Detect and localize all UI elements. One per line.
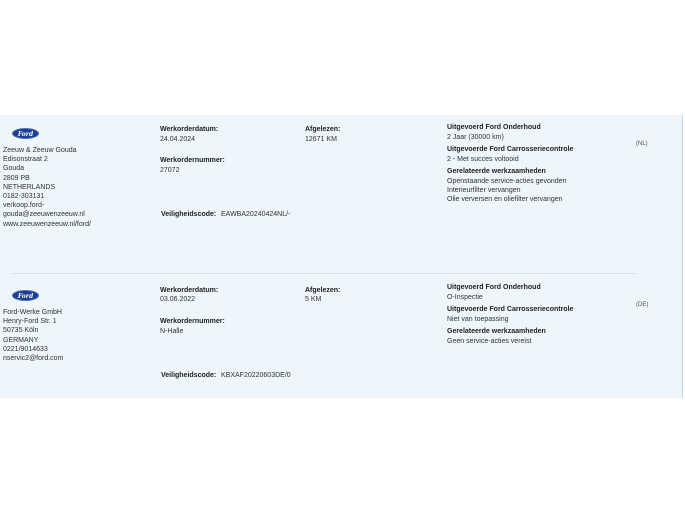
- security-code-label: Veiligheidscode:: [161, 372, 217, 379]
- order-number-label: Werkordernummer:: [160, 157, 225, 164]
- body-check-value: 2 - Met succes voltooid: [447, 156, 519, 163]
- order-date-label: Werkorderdatum:: [160, 126, 219, 133]
- dealer-name: Zeeuw & Zeeuw Gouda: [3, 147, 77, 154]
- dealer-country: GERMANY: [3, 336, 39, 344]
- body-check-section: [447, 305, 573, 324]
- service-record-2: [0, 274, 682, 398]
- order-number-value: 27072: [160, 167, 180, 174]
- maintenance-section: [447, 123, 541, 142]
- maintenance-label: Uitgevoerd Ford Onderhoud: [447, 124, 541, 131]
- dealer-email-part1: verkoop.ford-: [3, 202, 45, 210]
- related-work-item: Interieurfilter vervangen: [447, 187, 521, 195]
- related-work-section: [447, 327, 546, 346]
- mileage-value: 5 KM: [305, 296, 322, 303]
- dealer-website: www.zeeuwenzeeuw.nl/ford/: [3, 220, 91, 228]
- order-date-value: 24.04.2024: [160, 136, 196, 143]
- maintenance-value: O-Inspectie: [447, 294, 483, 301]
- country-code: (NL): [636, 141, 648, 147]
- related-work-item: Olie verversen en oliefilter vervangen: [447, 196, 563, 204]
- maintenance-value: 2 Jaar (30000 km): [447, 134, 504, 141]
- dealer-email-part2: gouda@zeeuwenzeeuw.nl: [3, 211, 85, 219]
- dealer-street: Henry-Ford Str. 1: [3, 318, 57, 326]
- ford-logo-icon: Ford: [12, 128, 39, 139]
- related-work-label: Gerelateerde werkzaamheden: [447, 328, 546, 335]
- related-work-item: Openstaande service-acties gevonden: [447, 178, 567, 185]
- dealer-address: [3, 308, 63, 363]
- security-code-label: Veiligheidscode:: [161, 211, 217, 218]
- dealer-street: Edisonstraat 2: [3, 156, 48, 164]
- mileage-value: 12671 KM: [305, 136, 337, 143]
- dealer-phone: 0221/9014633: [3, 345, 48, 353]
- service-record-1: [0, 115, 682, 273]
- dealer-country: NETHERLANDS: [3, 183, 56, 191]
- body-check-value: Niet van toepassing: [447, 316, 509, 323]
- mileage-label: Afgelezen:: [305, 287, 341, 294]
- country-code: (DE): [636, 302, 649, 308]
- dealer-city: 50735 Köln: [3, 327, 39, 335]
- dealer-address: [3, 146, 91, 229]
- body-check-label: Uitgevoerde Ford Carrosseriecontrole: [447, 306, 574, 313]
- dealer-name: Ford-Werke GmbH: [3, 309, 62, 316]
- dealer-phone: 0182-303131: [3, 193, 45, 201]
- security-code-value: KBXAF20220603DE/0: [221, 372, 291, 379]
- mileage-label: Afgelezen:: [305, 126, 341, 133]
- related-work-section: [447, 167, 566, 205]
- dealer-email: nservic2@ford.com: [3, 355, 64, 363]
- order-number-label: Werkordernummer:: [160, 318, 225, 325]
- body-check-label: Uitgevoerde Ford Carrosseriecontrole: [447, 146, 574, 153]
- order-date-value: 03.06.2022: [160, 296, 196, 303]
- ford-logo-icon: Ford: [12, 290, 39, 301]
- panel-border: [682, 115, 683, 398]
- security-code-value: EAWBA20240424NL/-: [221, 211, 291, 218]
- related-work-label: Gerelateerde werkzaamheden: [447, 168, 546, 175]
- order-date-label: Werkorderdatum:: [160, 287, 219, 294]
- maintenance-label: Uitgevoerd Ford Onderhoud: [447, 284, 541, 291]
- body-check-section: [447, 145, 573, 164]
- order-number-value: N-Halle: [160, 328, 184, 335]
- maintenance-section: [447, 283, 541, 302]
- dealer-postcode: 2809 PB: [3, 174, 30, 182]
- related-work-item: Geen service-acties vereist: [447, 338, 532, 345]
- dealer-city: Gouda: [3, 165, 25, 173]
